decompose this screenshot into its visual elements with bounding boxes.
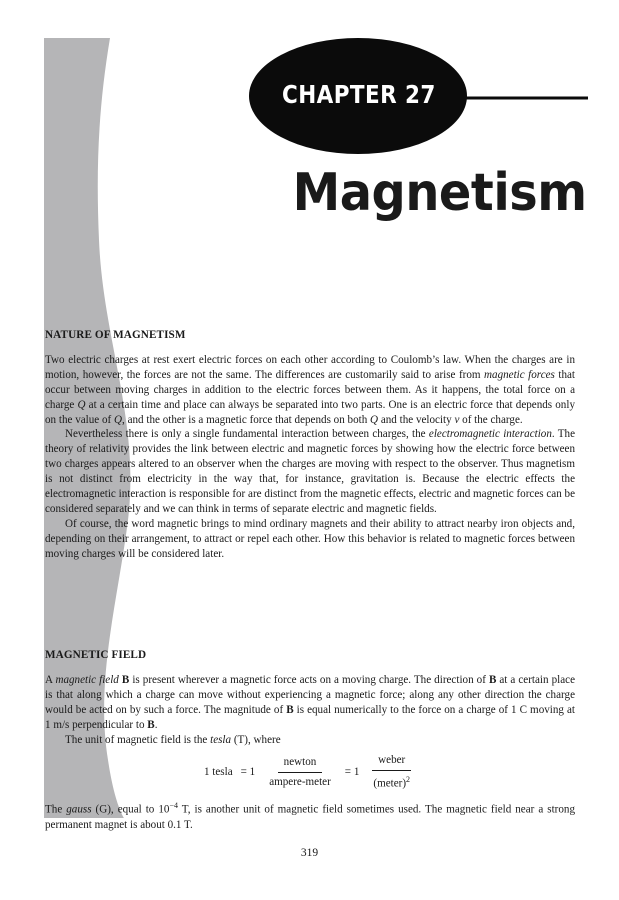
- paragraph: Two electric charges at rest exert electric forces on each other according to Coulomb’s law. When the charges are in motion, however, the forces are not the same. The differences are customarily said to arise from magnetic forces that occur between moving charges in addition to the electric forces between them. As it happens, the total force on a charge Q at a certain time and place can always be separated into two parts. One is an electric force that depends only on the value of Q, and the other is a magnetic force that depends on both Q and the velocity v of the charge.: [45, 353, 575, 426]
- fraction-weber-per-meter-squared: [367, 753, 416, 792]
- section-magnetic-field: [45, 648, 575, 832]
- paragraph: The gauss (G), equal to $10^{-4}$ T, is another unit of magnetic field sometimes used. The magnetic field near a strong permanent magnet is about 0.1 T.: [45, 800, 575, 831]
- fraction-denominator: ampere-meter: [269, 776, 331, 789]
- chapter-title: Magnetism: [292, 163, 587, 223]
- fraction-newton-per-ampere-meter: [263, 755, 337, 790]
- fraction-numerator: weber: [372, 753, 411, 771]
- formula-coefficient: = 1: [240, 766, 256, 779]
- formula-coefficient: = 1: [344, 766, 360, 779]
- section-heading: MAGNETIC FIELD: [45, 649, 147, 661]
- page-number: 319: [300, 847, 319, 859]
- paragraph: A magnetic field B is present wherever a magnetic force acts on a moving charge. The direction of B at a certain place is that along which a charge can move without experiencing a magnetic force; along any other direction the charge would be acted on by such a force. The magnitude of B is equal numerically to the force on a charge of 1 C moving at 1 m/s perpendicular to B.: [45, 673, 576, 731]
- tesla-formula: [45, 753, 575, 792]
- section-heading: NATURE OF MAGNETISM: [45, 329, 186, 341]
- formula-lhs: 1 tesla: [203, 766, 233, 779]
- paragraph: Of course, the word magnetic brings to mind ordinary magnets and their ability to attract nearby iron objects and, depending on their arrangement, to attract or repel each other. How this behavior is related to magnetic forces between moving charges will be considered later.: [45, 517, 575, 560]
- chapter-label: CHAPTER 27: [282, 80, 436, 109]
- paragraph: The unit of magnetic field is the tesla (T), where: [65, 733, 281, 746]
- fraction-numerator: newton: [278, 755, 323, 773]
- fraction-denominator: (meter)$^2$: [373, 775, 411, 791]
- section-nature-of-magnetism: [45, 328, 575, 562]
- paragraph: Nevertheless there is only a single fundamental interaction between charges, the electromagnetic interaction. The theory of relativity provides the link between electric and magnetic forces by showing how the electric force between two charges appears altered to an observer when the charges are moving with respect to the observer. Thus magnetism is not distinct from electricity in the way that, for instance, gravitation is. Because the electric effects the electromagnetic interaction is responsible for are distinct from the magnetic effects, electric and magnetic forces can be considered separately and we can think in terms of separate electric and magnetic fields.: [45, 428, 576, 515]
